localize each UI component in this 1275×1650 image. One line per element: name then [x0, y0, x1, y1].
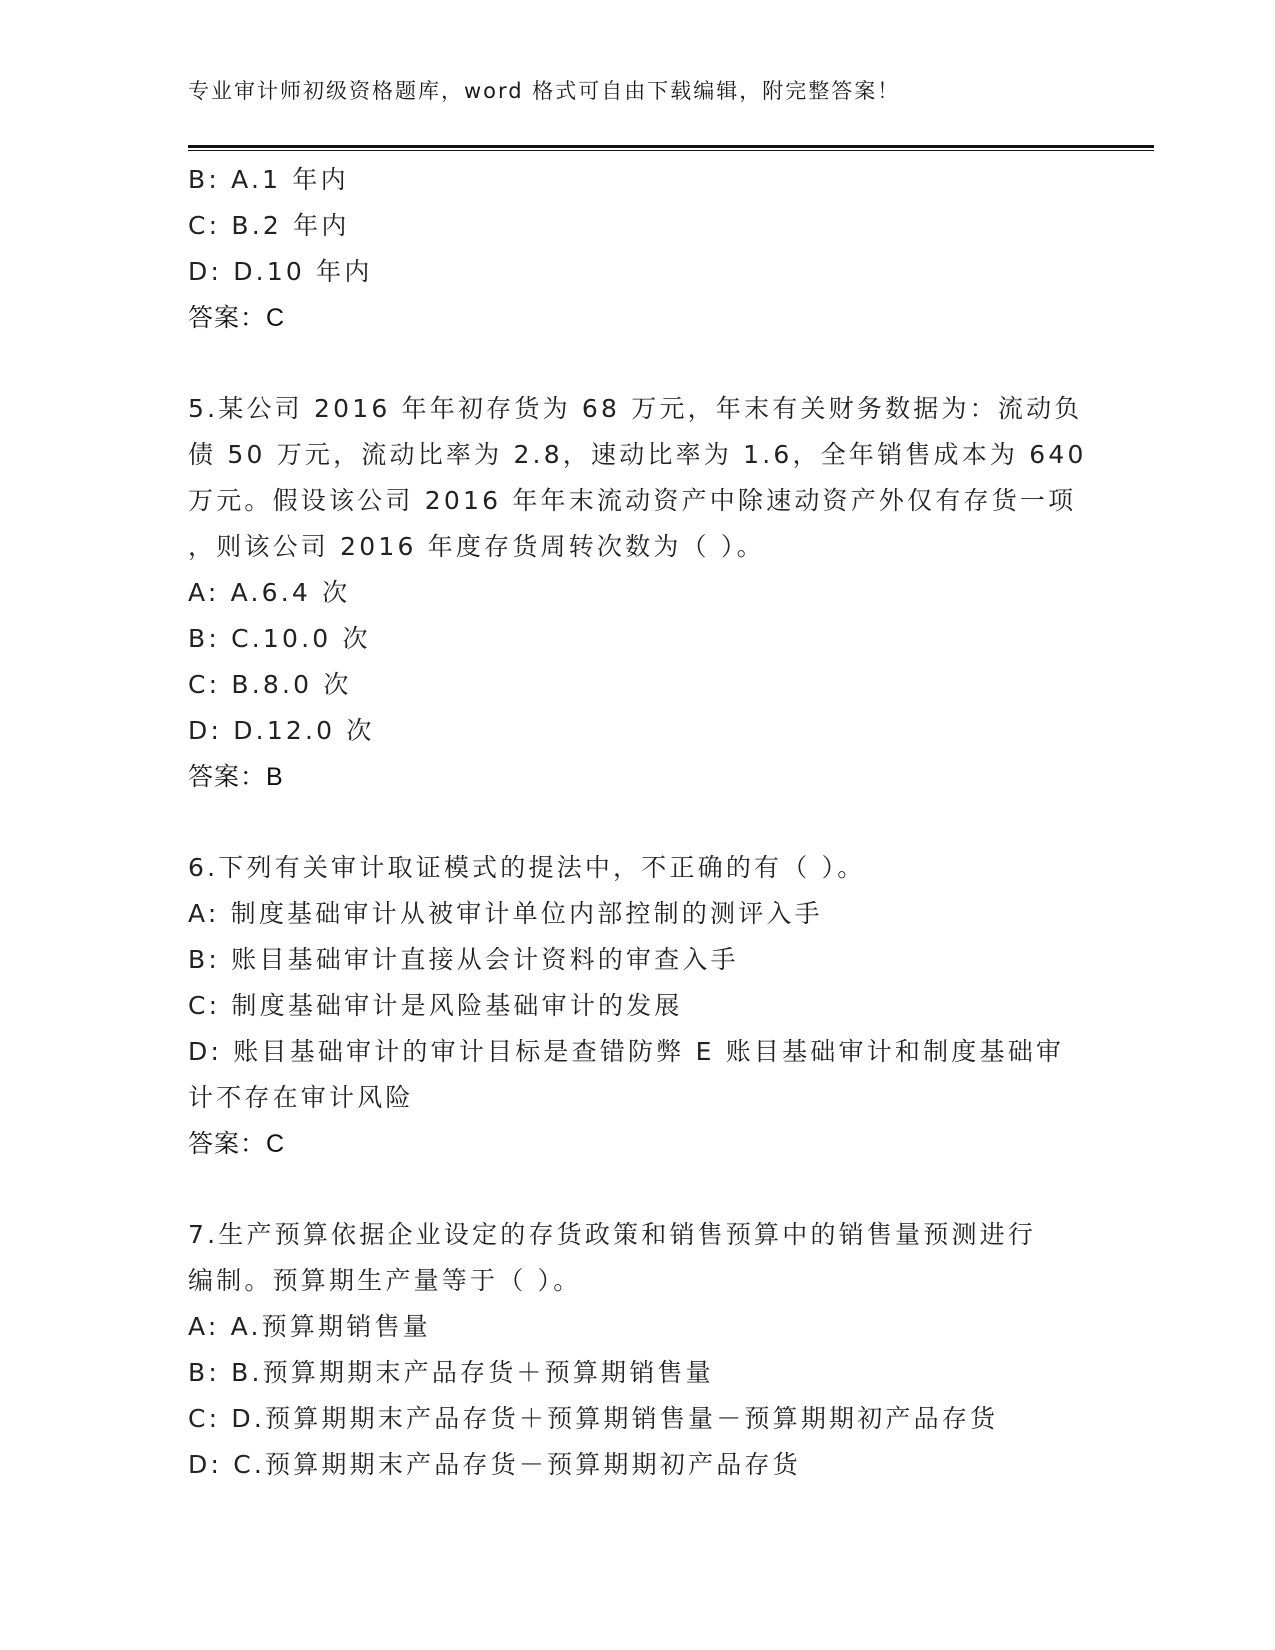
option-c: C: B.8.0 次	[188, 670, 352, 699]
option-c: C: B.2 年内	[188, 211, 350, 240]
page-header: 专业审计师初级资格题库，word 格式可自由下载编辑，附完整答案！	[188, 79, 901, 103]
spacer	[188, 341, 1088, 386]
option-d: D: 账目基础审计的审计目标是查错防弊 E 账目基础审计和制度基础审	[188, 1037, 1065, 1066]
question-text-line: 5.某公司 2016 年年初存货为 68 万元，年末有关财务数据为：流动负	[188, 394, 1083, 423]
question-7	[188, 1212, 1088, 1488]
question-text-line: 7.生产预算依据企业设定的存货政策和销售预算中的销售量预测进行	[188, 1220, 1037, 1249]
spacer	[188, 1167, 1088, 1212]
option-b: B: 账目基础审计直接从会计资料的审查入手	[188, 945, 739, 974]
option-a: A: A.6.4 次	[188, 578, 351, 607]
question-text-line: 万元。假设该公司 2016 年年末流动资产中除速动资产外仅有存货一项	[188, 486, 1077, 515]
question-text-line: 6.下列有关审计取证模式的提法中，不正确的有（ ）。	[188, 853, 866, 882]
header-rule	[188, 145, 1154, 151]
option-d: D: D.12.0 次	[188, 716, 375, 745]
document-body	[188, 157, 1088, 1488]
spacer	[188, 800, 1088, 845]
question-6	[188, 845, 1088, 1167]
option-d: D: C.预算期期末产品存货－预算期期初产品存货	[188, 1450, 801, 1479]
answer: 答案：C	[188, 1130, 286, 1158]
answer: 答案：C	[188, 304, 286, 332]
question-text-line: 债 50 万元，流动比率为 2.8，速动比率为 1.6，全年销售成本为 640	[188, 440, 1087, 469]
option-a: A: 制度基础审计从被审计单位内部控制的测评入手	[188, 899, 823, 928]
option-d: D: D.10 年内	[188, 257, 373, 286]
option-c: C: 制度基础审计是风险基础审计的发展	[188, 991, 683, 1020]
question-5	[188, 386, 1088, 800]
option-c: C: D.预算期期末产品存货＋预算期销售量－预算期期初产品存货	[188, 1404, 999, 1433]
option-b: B: C.10.0 次	[188, 624, 371, 653]
option-b: B: B.预算期期末产品存货＋预算期销售量	[188, 1358, 714, 1387]
option-b: B: A.1 年内	[188, 165, 349, 194]
question-text-line: ，则该公司 2016 年度存货周转次数为（ ）。	[188, 532, 765, 561]
question-4-continued	[188, 157, 1088, 341]
answer: 答案：B	[188, 763, 284, 791]
option-d-continued: 计不存在审计风险	[188, 1083, 414, 1112]
option-a: A: A.预算期销售量	[188, 1312, 431, 1341]
question-text-line: 编制。预算期生产量等于（ ）。	[188, 1266, 582, 1295]
